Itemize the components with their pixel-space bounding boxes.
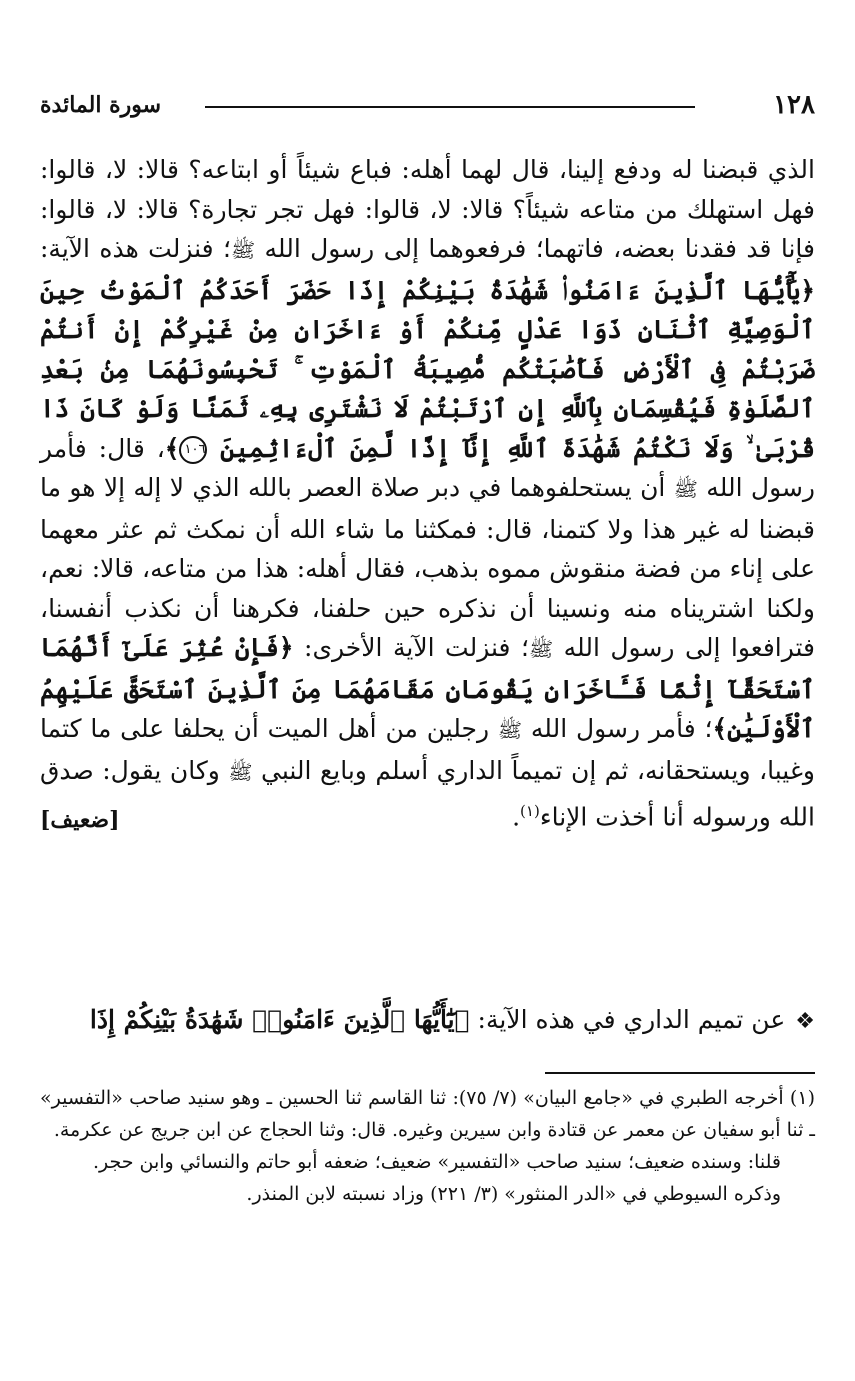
page-header [40,88,815,124]
text-segment: ، قال: فأمر رسول الله [40,433,816,502]
next-hadith [40,1000,815,1042]
footnotes [40,1082,815,1210]
hadith-paragraph [40,150,815,837]
header-rule [205,106,695,108]
footnote-1: (١) أخرجه الطبري في «جامع البيان» (٧/ ٧٥): ثنا القاسم ثنا الحسين ـ وهو سنيد صاحب «التفسير» ـ ثنا أبو سفيان عن معمر عن قتادة وابن سيرين وغيره. قال: وثنا الحجاج عن ابن جريج عن عكرمة. [40,1087,815,1141]
text-segment: الذي قبضنا له ودفع إلينا، قال لهما أهله: فباع شيئاً أو ابتاعه؟ قالا: لا، قالوا: فهل استهلك من متاعه شيئاً؟ قالا: لا، قالوا: فهل تجر تجارة؟ قالا: لا، قالوا: فإنا قد فقدنا بعضه، فاتهما؛ فرفعوهما إلى رسول الله [40,155,815,263]
bullet-icon: ❖ [795,1009,815,1034]
aya-number-marker: ١٠٦ [179,436,207,464]
footnote-1-comment: قلنا: وسنده ضعيف؛ سنيد صاحب «التفسير» ضعيف؛ ضعفه أبو حاتم والنسائي وابن حجر. [92,1151,781,1173]
text-segment: ؛ فنزلت الآية الأخرى: [293,633,529,662]
quran-verse: ﴿يَٰٓأَيُّهَا ٱلَّذِينَ ءَامَنُوا۟ شَهَٰدَةُ بَيْنِكُمْ إِذَا حَضَرَ أَحَدَكُمُ ٱلْمَوْتُ حِينَ ٱلْوَصِيَّةِ ٱثْنَانِ ذَوَا عَدْلٍ مِّنكُمْ أَوْ ءَاخَرَانِ مِنْ غَيْرِكُمْ إِنْ أَنتُمْ ضَرَبْتُمْ فِى ٱلْأَرْضِ فَأَصَٰبَتْكُم مُّصِيبَةُ ٱلْمَوْتِ ۚ تَحْبِسُونَهُمَا مِنۢ بَعْدِ ٱلصَّلَوٰةِ فَيُقْسِمَانِ بِٱللَّهِ إِنِ ٱرْتَبْتُمْ لَا نَشْتَرِى بِهِۦ ثَمَنًا وَلَوْ كَانَ ذَا قُرْبَىٰ ۙ وَلَا نَكْتُمُ شَهَٰدَةَ ٱللَّهِ إِنَّآ إِذًا لَّمِنَ ٱلْءَاثِمِينَ [40,275,816,463]
hadith-grade: [ضعيف] [40,806,120,833]
pbuh-symbol: ﷺ [528,637,554,661]
pbuh-symbol: ﷺ [497,718,523,742]
pbuh-symbol: ﷺ [228,759,253,784]
text-segment: . [512,802,521,832]
text-segment: ؛ فنزلت هذه الآية: [40,234,231,263]
footnote-1-addition: وذكره السيوطي في «الدر المنثور» (٣/ ٢٢١) وزاد نسبته لابن المنذر. [246,1183,781,1205]
next-hadith-text: عن تميم الداري في هذه الآية: [469,1005,786,1034]
page-number: ١٢٨ [773,90,815,120]
surah-title: سورة المائدة [40,92,162,118]
pbuh-symbol: ﷺ [230,238,256,262]
quran-bracket: ﴾ [164,433,180,463]
pbuh-symbol: ﷺ [673,477,698,501]
text-segment: أن يستحلفوهما في دبر صلاة العصر بالله الذي لا إله إلا هو ما قبضنا له غير هذا ولا كتمنا، قال: فمكثنا ما شاء الله أن نمكث ثم عثر معهما على إناء من فضة منقوش مموه بذهب، فقال أهله: هذا من متاعه، قالا: نعم، ولكنا اشتريناه منه ونسينا أن نذكره حين حلفنا، فكرهنا أن نكذب أنفسنا، فترافعوا إلى رسول الله [40,473,816,662]
main-text [40,150,815,837]
text-segment: ؛ فأمر رسول الله [530,714,713,743]
footnote-reference: (١) [520,802,540,820]
text-segment: رجلين من أهل الميت أن يحلفا على ما كتما وغيبا، ويستحقانه، ثم إن تميماً الداري أسلم وبايع النبي [40,714,815,785]
quran-verse: ﴿يَٰٓأَيُّهَا ٱلَّذِينَ ءَامَنُوا۟ شَهَٰدَةُ بَيْنِكُمْ إِذَا [89,1005,470,1034]
footnote-separator [545,1072,815,1074]
quran-verse: ﴿فَإِنْ عُثِرَ عَلَىٰٓ أَنَّهُمَا ٱسْتَحَقَّآ إِثْمًا فَـَٔاخَرَانِ يَقُومَانِ مَقَامَهُمَا مِنَ ٱلَّذِينَ ٱسْتَحَقَّ عَلَيْهِمُ ٱلْأَوْلَيَٰنِ﴾ [40,633,815,743]
text-segment: وكان يقول: صدق الله ورسوله أنا أخذت الإناء [40,755,815,832]
